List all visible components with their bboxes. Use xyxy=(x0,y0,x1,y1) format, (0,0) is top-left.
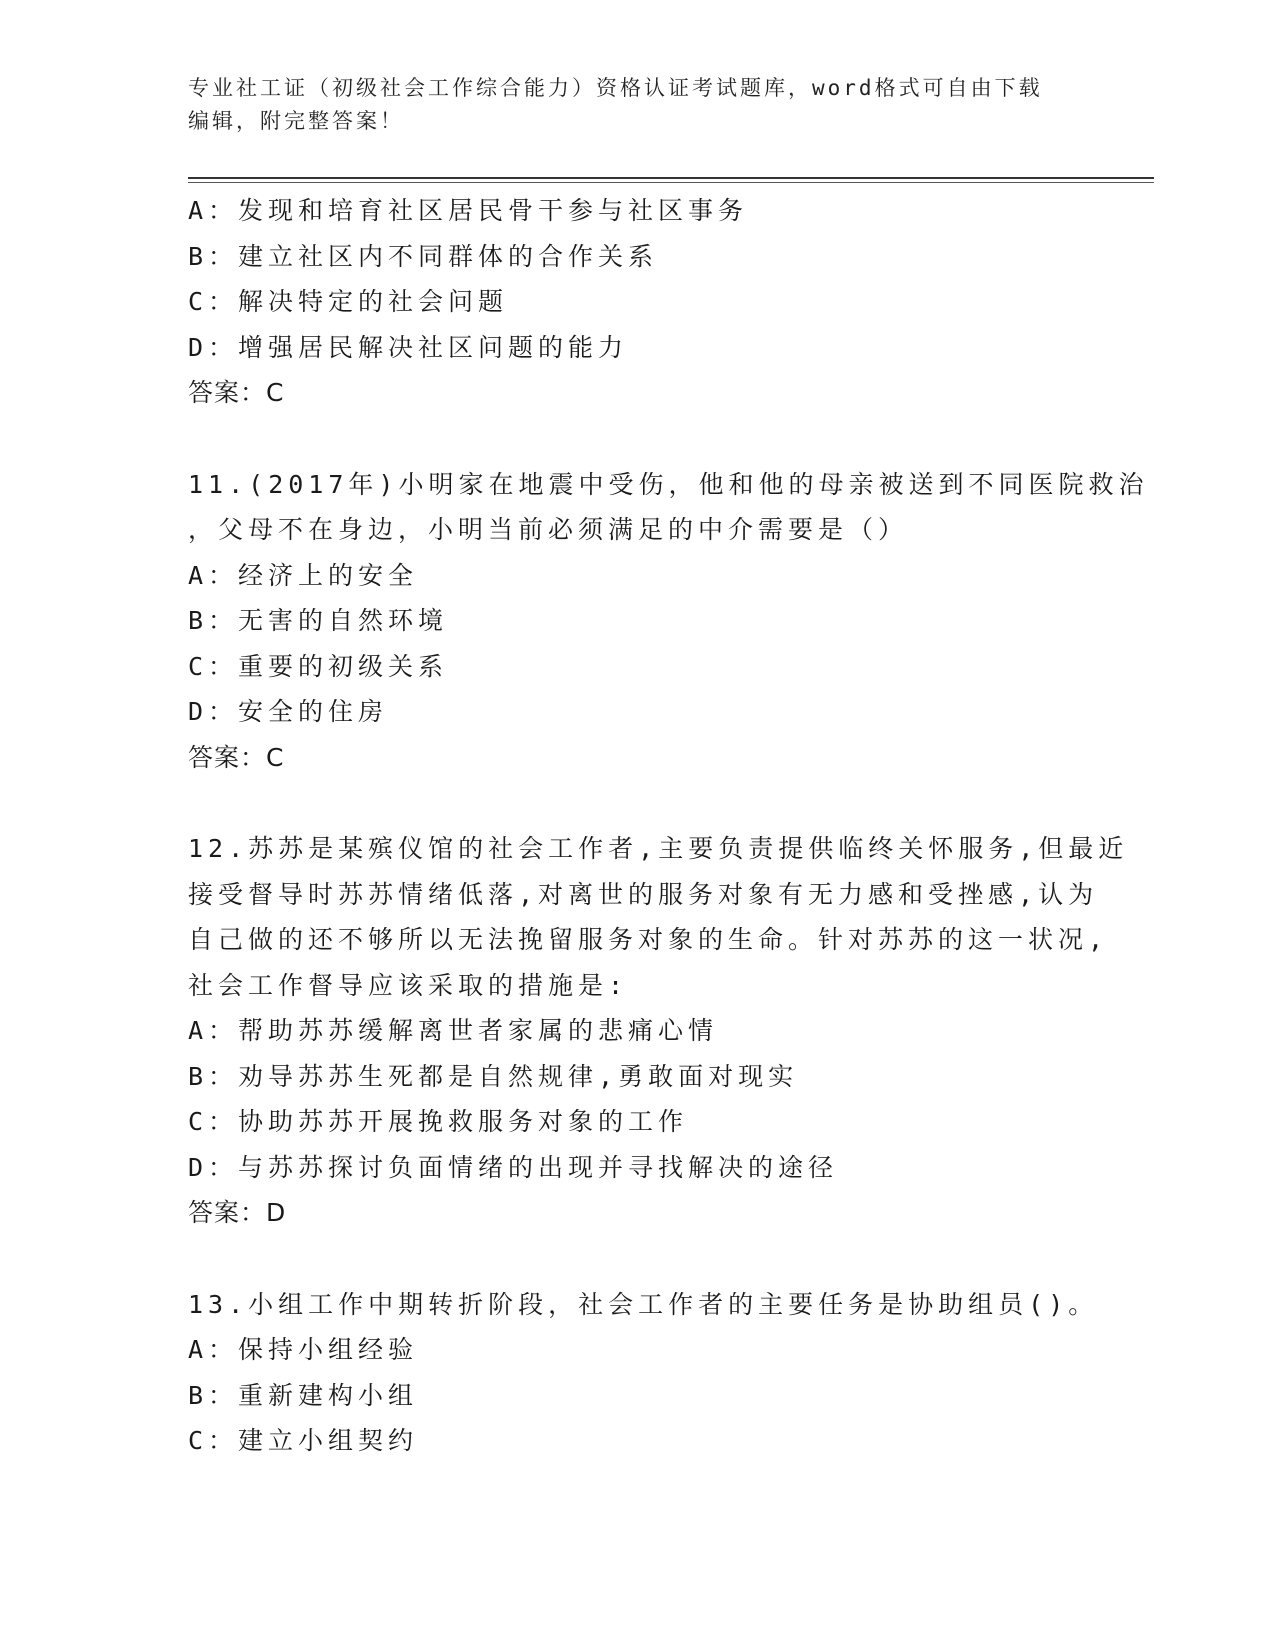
option-a: A：帮助苏苏缓解离世者家属的悲痛心情 xyxy=(188,1016,719,1045)
option-b: B：建立社区内不同群体的合作关系 xyxy=(188,241,659,271)
page-header xyxy=(188,72,1088,138)
option-c: C：解决特定的社会问题 xyxy=(188,287,509,316)
answer: 答案：C xyxy=(188,378,285,407)
question-stem-line: ，父母不在身边，小明当前必须满足的中介需要是（） xyxy=(188,515,909,544)
option-a: A：经济上的安全 xyxy=(188,560,419,590)
question-stem-line: 11.(2017年)小明家在地震中受伤，他和他的母亲被送到不同医院救治 xyxy=(188,469,1149,499)
option-b: B：重新建构小组 xyxy=(188,1380,419,1410)
header-divider-thin xyxy=(188,182,1154,183)
option-c: C：重要的初级关系 xyxy=(188,651,449,681)
question-content xyxy=(188,188,1148,1464)
question-12 xyxy=(188,826,1148,1236)
answer: 答案：D xyxy=(188,1198,287,1227)
question-11 xyxy=(188,462,1148,781)
header-line-1: 专业社工证（初级社会工作综合能力）资格认证考试题库，word格式可自由下载 xyxy=(188,76,1043,100)
question-stem-line: 社会工作督导应该采取的措施是: xyxy=(188,970,629,1000)
option-d: D：与苏苏探讨负面情绪的出现并寻找解决的途径 xyxy=(188,1152,839,1182)
answer: 答案：C xyxy=(188,742,285,772)
option-a: A：发现和培育社区居民骨干参与社区事务 xyxy=(188,196,749,225)
question-stem-line: 12.苏苏是某殡仪馆的社会工作者,主要负责提供临终关怀服务,但最近 xyxy=(188,834,1129,863)
header-divider-thick xyxy=(188,177,1154,179)
option-c: C：协助苏苏开展挽救服务对象的工作 xyxy=(188,1107,689,1136)
header-line-2: 编辑，附完整答案！ xyxy=(188,109,404,133)
spacer xyxy=(188,1236,1148,1282)
option-b: B：无害的自然环境 xyxy=(188,606,449,635)
question-13 xyxy=(188,1282,1148,1464)
spacer xyxy=(188,780,1148,826)
option-a: A：保持小组经验 xyxy=(188,1335,419,1364)
question-stem-line: 13.小组工作中期转折阶段，社会工作者的主要任务是协助组员()。 xyxy=(188,1289,1099,1319)
option-d: D：安全的住房 xyxy=(188,697,389,726)
question-stem-line: 接受督导时苏苏情绪低落,对离世的服务对象有无力感和受挫感,认为 xyxy=(188,879,1099,909)
spacer xyxy=(188,416,1148,462)
option-d: D：增强居民解决社区问题的能力 xyxy=(188,332,629,362)
question-10 xyxy=(188,188,1148,416)
question-stem-line: 自己做的还不够所以无法挽留服务对象的生命。针对苏苏的这一状况, xyxy=(188,925,1109,954)
option-c: C：建立小组契约 xyxy=(188,1426,419,1455)
option-b: B：劝导苏苏生死都是自然规律,勇敢面对现实 xyxy=(188,1061,799,1091)
